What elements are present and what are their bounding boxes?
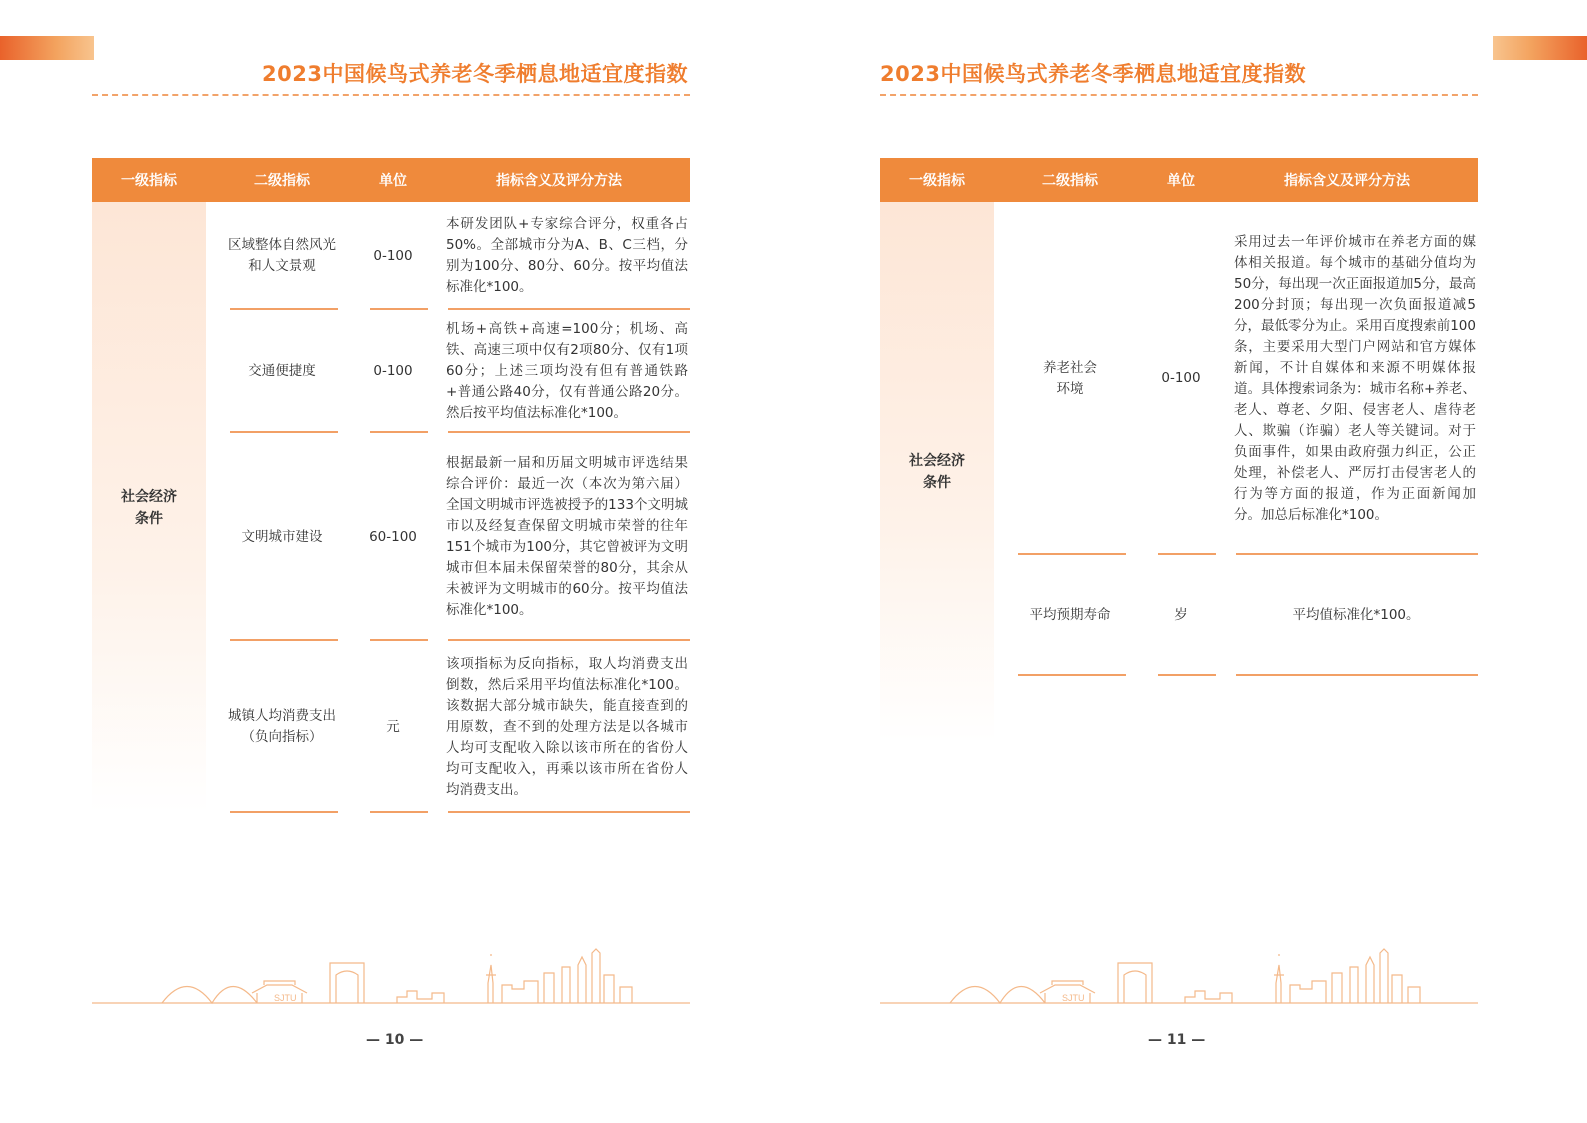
indicator-method: 根据最新一届和历届文明城市评选结果综合评价：最近一次（本次为第六届）全国文明城市评选被授予的133个文明城市以及经复查保留文明城市荣誉的往年151个城市为100分，其它曾被评为文明城市但本届未保留荣誉的80分，其余从未被评为文明城市的60分。按平均值法标准化*100。	[428, 433, 690, 641]
title-divider	[92, 94, 690, 96]
indicator-method: 平均值标准化*100。	[1216, 555, 1478, 676]
indicator-name: 城镇人均消费支出 （负向指标）	[206, 641, 358, 813]
table-row	[994, 202, 1478, 555]
page-number: — 10 —	[366, 1032, 424, 1048]
skyline-label: SJTU	[1062, 993, 1085, 1003]
category-cell	[880, 202, 994, 742]
table-header	[880, 158, 1478, 202]
city-skyline-illustration	[92, 945, 690, 1007]
indicator-unit: 0-100	[1146, 202, 1216, 555]
table-row	[206, 202, 690, 310]
page-number: — 11 —	[1148, 1032, 1206, 1048]
table-row	[206, 433, 690, 641]
indicator-name: 文明城市建设	[206, 433, 358, 641]
table-rows	[994, 202, 1478, 742]
indicator-name: 交通便捷度	[206, 310, 358, 433]
header-level2: 二级指标	[254, 173, 310, 189]
header-level1: 一级指标	[121, 173, 177, 189]
indicator-unit: 0-100	[358, 202, 428, 310]
page-title: 2023中国候鸟式养老冬季栖息地适宜度指数	[262, 62, 688, 86]
table-row	[206, 310, 690, 433]
skyline-label: SJTU	[274, 993, 297, 1003]
header-unit: 单位	[1167, 173, 1195, 189]
indicator-table	[880, 158, 1478, 742]
table-rows	[206, 202, 690, 813]
page-title: 2023中国候鸟式养老冬季栖息地适宜度指数	[880, 62, 1306, 86]
indicator-unit: 岁	[1146, 555, 1216, 676]
indicator-unit: 60-100	[358, 433, 428, 641]
table-body	[880, 202, 1478, 742]
indicator-name: 区域整体自然风光 和人文景观	[206, 202, 358, 310]
table-body	[92, 202, 690, 813]
indicator-method: 本研发团队+专家综合评分，权重各占50%。全部城市分为A、B、C三档，分别为100分、80分、60分。按平均值法标准化*100。	[428, 202, 690, 310]
category-cell	[92, 202, 206, 813]
table-row	[994, 555, 1478, 676]
indicator-method: 采用过去一年评价城市在养老方面的媒体相关报道。每个城市的基础分值均为50分，每出现一次正面报道加5分，最高200分封顶；每出现一次负面报道减5分，最低零分为止。采用百度搜索前100条，主要采用大型门户网站和官方媒体新闻，不计自媒体和来源不明媒体报道。具体搜索词条为：城市名称+养老、老人、尊老、夕阳、侵害老人、虐待老人、欺骗（诈骗）老人等关键词。对于负面事件，如果由政府强力纠正，公正处理，补偿老人、严厉打击侵害老人的行为等方面的报道，作为正面新闻加分。加总后标准化*100。	[1216, 202, 1478, 555]
table-header	[92, 158, 690, 202]
title-divider	[880, 94, 1478, 96]
corner-decoration-bar	[0, 36, 94, 60]
city-skyline-illustration	[880, 945, 1478, 1007]
left-page	[0, 0, 793, 1123]
indicator-method: 该项指标为反向指标，取人均消费支出倒数，然后采用平均值法标准化*100。该数据大部分城市缺失，能直接查到的用原数，查不到的处理方法是以各城市人均可支配收入除以该市所在的省份人均可支配收入，再乘以该市所在省份人均消费支出。	[428, 641, 690, 813]
header-level1: 一级指标	[909, 173, 965, 189]
header-unit: 单位	[379, 173, 407, 189]
header-method: 指标含义及评分方法	[1284, 173, 1410, 189]
right-page	[794, 0, 1587, 1123]
table-row	[206, 641, 690, 813]
indicator-table	[92, 158, 690, 813]
indicator-method: 机场+高铁+高速=100分；机场、高铁、高速三项中仅有2项80分、仅有1项60分；上述三项均没有但有普通铁路+普通公路40分，仅有普通公路20分。然后按平均值法标准化*100。	[428, 310, 690, 433]
indicator-name: 养老社会 环境	[994, 202, 1146, 555]
header-method: 指标含义及评分方法	[496, 173, 622, 189]
category-label: 社会经济 条件	[121, 488, 177, 527]
indicator-unit: 0-100	[358, 310, 428, 433]
indicator-unit: 元	[358, 641, 428, 813]
category-label: 社会经济 条件	[909, 453, 965, 491]
indicator-name: 平均预期寿命	[994, 555, 1146, 676]
header-level2: 二级指标	[1042, 173, 1098, 189]
corner-decoration-bar	[1493, 36, 1587, 60]
